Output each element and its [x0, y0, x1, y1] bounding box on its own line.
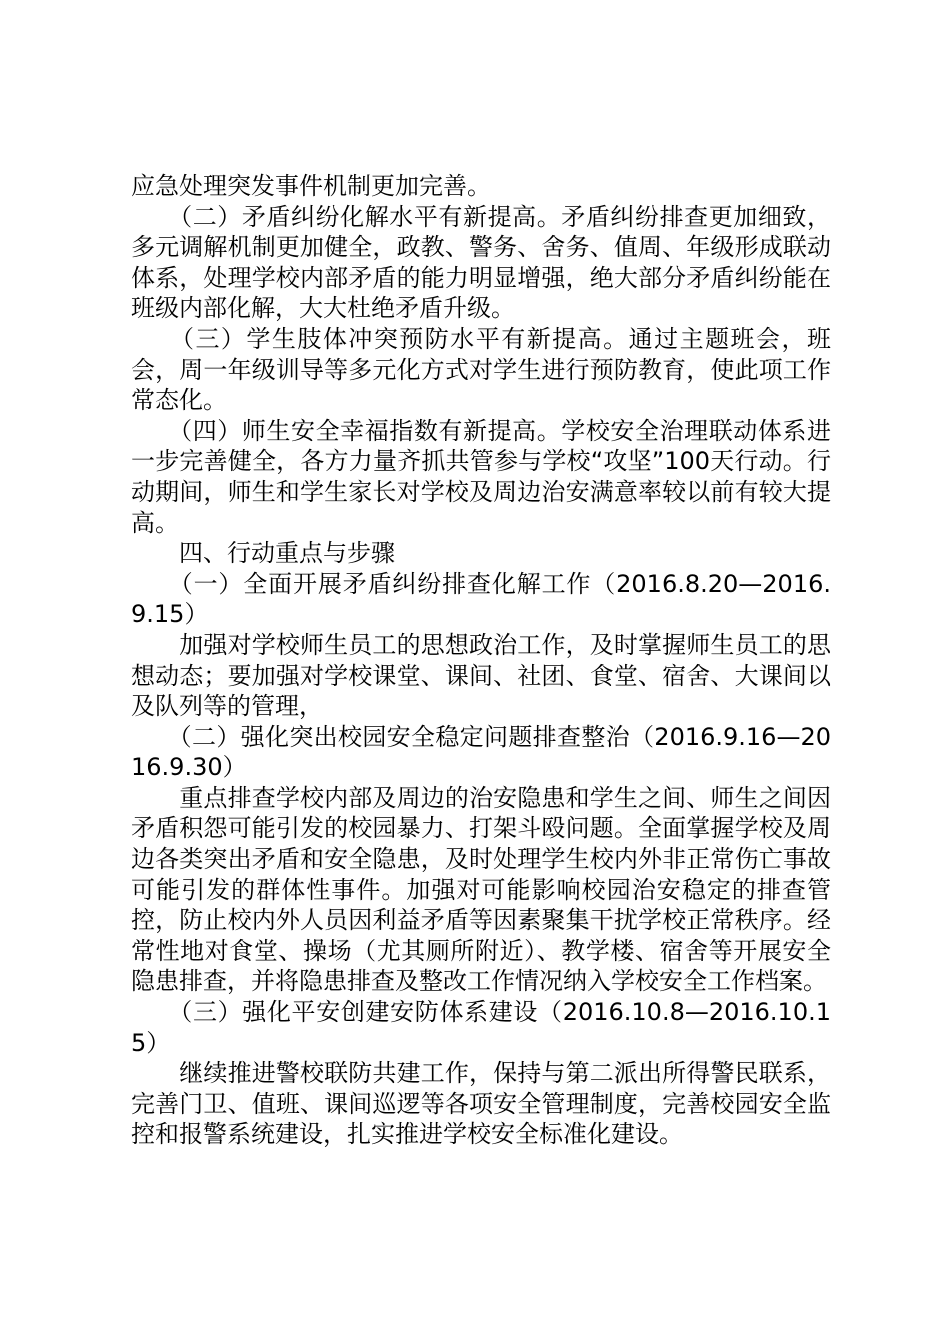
document-body	[131, 171, 831, 1150]
paragraph-step-one-body: 加强对学校师生员工的思想政治工作，及时掌握师生员工的思想动态；要加强对学校课堂、课间、社团、食堂、宿舍、大课间以及队列等的管理，	[131, 630, 831, 721]
subheading-step-two: （二）强化突出校园安全稳定问题排查整治（2016.9.16—2016.9.30）	[131, 722, 831, 782]
paragraph-safety-index: （四）师生安全幸福指数有新提高。学校安全治理联动体系进一步完善健全，各方力量齐抓共管参与学校“攻坚”100天行动。行动期间，师生和学生家长对学校及周边治安满意率较以前有较大提高。	[131, 416, 831, 537]
paragraph-dispute-resolution: （二）矛盾纠纷化解水平有新提高。矛盾纠纷排查更加细致，多元调解机制更加健全，政教、警务、舍务、值周、年级形成联动体系，处理学校内部矛盾的能力明显增强，绝大部分矛盾纠纷能在班级内部化解，大大杜绝矛盾升级。	[131, 202, 831, 323]
subheading-step-three: （三）强化平安创建安防体系建设（2016.10.8—2016.10.15）	[131, 998, 831, 1057]
paragraph-conflict-prevention: （三）学生肢体冲突预防水平有新提高。通过主题班会，班会，周一年级训导等多元化方式对学生进行预防教育，使此项工作常态化。	[131, 324, 831, 415]
paragraph-step-two-body: 重点排查学校内部及周边的治安隐患和学生之间、师生之间因矛盾积怨可能引发的校园暴力、打架斗殴问题。全面掌握学校及周边各类突出矛盾和安全隐患，及时处理学生校内外非正常伤亡事故可能引发的群体性事件。加强对可能影响校园治安稳定的排查管控，防止校内外人员因利益矛盾等因素聚集干扰学校正常秩序。经常性地对食堂、操场（尤其厕所附近）、教学楼、宿舍等开展安全隐患排查，并将隐患排查及整改工作情况纳入学校安全工作档案。	[131, 783, 831, 996]
section-heading-key-steps: 四、行动重点与步骤	[131, 539, 395, 568]
paragraph-step-three-body: 继续推进警校联防共建工作，保持与第二派出所得警民联系，完善门卫、值班、课间巡逻等各项安全管理制度，完善校园安全监控和报警系统建设，扎实推进学校安全标准化建设。	[131, 1059, 831, 1149]
paragraph-emergency-mechanism: 应急处理突发事件机制更加完善。	[131, 172, 491, 200]
subheading-step-one: （一）全面开展矛盾纠纷排查化解工作（2016.8.20—2016.9.15）	[131, 569, 831, 629]
